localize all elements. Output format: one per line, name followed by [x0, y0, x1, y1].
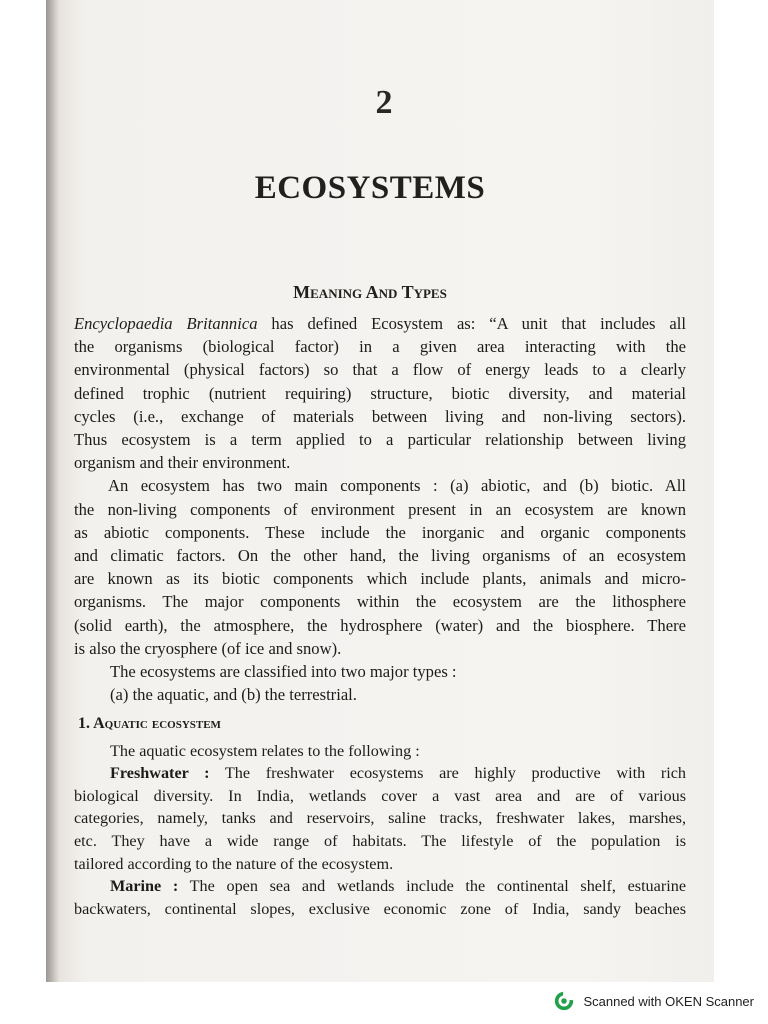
text-line: tailored according to the nature of the ecosystem. — [74, 854, 394, 873]
text-line — [74, 875, 686, 898]
text-line: biological diversity. In India, wetlands cover a vast area and are of various — [74, 786, 686, 805]
text-fragment: The freshwater ecosystems are highly productive with rich — [209, 764, 686, 783]
text-line: backwaters, continental slopes, exclusive economic zone of India, sandy beaches — [74, 899, 686, 918]
text-line: the organisms (biological factor) in a given area interacting with the — [74, 337, 686, 357]
text-line: are known as its biotic components which include plants, animals and micro- — [74, 569, 686, 589]
text-line: The ecosystems are classified into two major types : — [110, 662, 457, 682]
text-line: (solid earth), the atmosphere, the hydrosphere (water) and the biosphere. There — [74, 615, 686, 635]
paragraph-types — [74, 660, 686, 706]
text-line: categories, namely, tanks and reservoirs, saline tracks, freshwater lakes, marshes, — [74, 809, 686, 828]
page-edge-shadow — [46, 0, 60, 982]
text-line: environmental (physical factors) so that a flow of energy leads to a clearly — [74, 360, 686, 380]
scanner-logo-icon — [553, 990, 575, 1012]
chapter-title: ECOSYSTEMS — [254, 170, 486, 206]
encyclopedia-title: Encyclopaedia Britannica — [74, 314, 258, 333]
scanner-watermark-text: Scanned with OKEN Scanner — [583, 993, 754, 1009]
sub-heading-aquatic: 1. Aquatic ecosystem — [78, 715, 221, 733]
scanner-watermark — [553, 988, 754, 1014]
text-line: is also the cryosphere (of ice and snow). — [74, 638, 342, 658]
paragraph-components — [74, 474, 686, 660]
paragraph-aquatic — [74, 740, 686, 921]
text-line: organisms. The major components within the ecosystem are the lithosphere — [74, 592, 686, 612]
text-fragment: has defined Ecosystem as: “A unit that includes all — [257, 314, 686, 333]
section-heading: Meaning And Types — [293, 282, 447, 302]
text-line: (a) the aquatic, and (b) the terrestrial. — [110, 685, 357, 705]
text-line: etc. They have a wide range of habitats. The lifestyle of the population is — [74, 832, 686, 851]
text-line: and climatic factors. On the other hand, the living organisms of an ecosystem — [74, 546, 686, 566]
text-line: organism and their environment. — [74, 453, 291, 473]
text-line: as abiotic components. These include the inorganic and organic components — [74, 522, 686, 542]
text-line: defined trophic (nutrient requiring) structure, biotic diversity, and material — [74, 383, 686, 403]
term-freshwater: Freshwater : — [110, 764, 210, 783]
body-text — [74, 312, 686, 920]
text-fragment: The open sea and wetlands include the continental shelf, estuarine — [178, 877, 687, 896]
chapter-number: 2 — [375, 84, 393, 121]
term-marine: Marine : — [110, 877, 179, 896]
text-line — [74, 762, 686, 785]
paragraph-intro — [74, 312, 686, 474]
text-line: the non-living components of environment present in an ecosystem are known — [74, 499, 686, 519]
text-line: cycles (i.e., exchange of materials between living and non-living sectors). — [74, 406, 686, 426]
text-line: Thus ecosystem is a term applied to a particular relationship between living — [74, 430, 686, 450]
text-line — [74, 312, 686, 335]
text-line: An ecosystem has two main components : (a) abiotic, and (b) biotic. All — [108, 476, 686, 496]
text-line: The aquatic ecosystem relates to the following : — [110, 741, 420, 760]
